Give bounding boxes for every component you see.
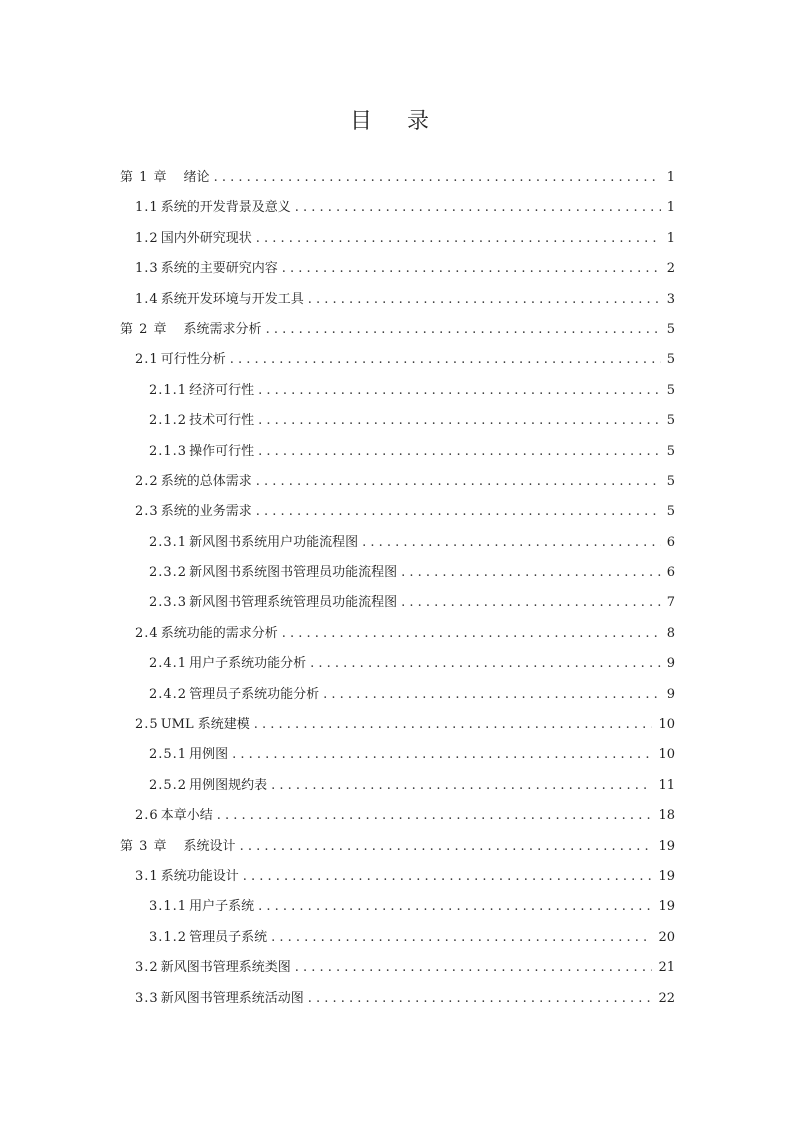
toc-entry-text: 系统的开发背景及意义 [160, 200, 291, 216]
toc-entry-number: 2.1.2 [149, 413, 188, 429]
toc-entry-page: 5 [666, 443, 675, 459]
toc-entry-text: 绪论 [183, 170, 210, 185]
toc-entry-page: 3 [666, 291, 675, 307]
toc-leader-dots [401, 558, 661, 588]
toc-entry-page: 10 [658, 747, 675, 763]
toc-entry-page: 9 [666, 656, 675, 672]
toc-entry-number: 2.2 [135, 473, 159, 489]
toc-entry-2-6[interactable] [120, 801, 675, 831]
toc-entry-text: 用户子系统功能分析 [189, 656, 307, 672]
toc-entry-page: 5 [666, 413, 675, 429]
toc-entry-text: 技术可行性 [189, 413, 255, 429]
toc-entry-text: 管理员子系统 [189, 929, 268, 945]
toc-entry-2-5-1[interactable] [120, 740, 675, 770]
toc-entry-page: 19 [658, 899, 675, 915]
toc-entry-text: 系统开发环境与开发工具 [160, 291, 304, 307]
toc-entry-page: 9 [666, 686, 675, 702]
toc-entry-2-5-2[interactable] [120, 771, 675, 801]
toc-leader-dots [240, 832, 653, 862]
toc-entry-page: 1 [666, 200, 675, 216]
toc-entry-number: 2.4.1 [149, 656, 188, 672]
toc-entry-number: 2.3 [135, 504, 159, 520]
toc-entry-number: 3.2 [135, 960, 159, 976]
toc-leader-dots [258, 892, 652, 922]
toc-entry-2-3-3[interactable] [120, 588, 675, 618]
toc-entry-text: 操作可行性 [189, 443, 255, 459]
toc-entry-3-1-2[interactable] [120, 923, 675, 953]
toc-entry-number: 3.1.2 [149, 929, 188, 945]
toc-entry-page: 8 [666, 625, 675, 641]
toc-entry-number: 2.3.1 [149, 534, 188, 550]
toc-entry-text: 用户子系统 [189, 899, 255, 915]
toc-entry-chapter-1[interactable] [120, 163, 675, 193]
toc-entry-text: 系统需求分析 [183, 321, 262, 337]
toc-entry-page: 5 [666, 473, 675, 489]
toc-entry-number: 2.4.2 [149, 686, 188, 702]
toc-entry-1-2[interactable] [120, 224, 675, 254]
toc-leader-dots [230, 345, 661, 375]
toc-leader-dots [256, 467, 661, 497]
toc-entry-text: 本章小结 [160, 808, 213, 824]
toc-leader-dots [282, 619, 661, 649]
toc-entry-number: 第 1 章 [120, 170, 168, 185]
toc-leader-dots [308, 984, 653, 1014]
toc-leader-dots [295, 193, 661, 223]
toc-leader-dots [323, 680, 661, 710]
toc-entry-2-1-3[interactable] [120, 437, 675, 467]
toc-entry-text: 新风图书系统用户功能流程图 [189, 534, 359, 550]
toc-entry-number: 2.1 [135, 352, 159, 368]
toc-entry-text: 国内外研究现状 [160, 230, 252, 246]
toc-entry-text: 用例图 [189, 747, 229, 763]
toc-title: 目 录 [350, 109, 443, 134]
toc-entry-2-3-2[interactable] [120, 558, 675, 588]
toc-entry-3-2[interactable] [120, 953, 675, 983]
toc-entry-number: 2.5 [135, 717, 159, 733]
toc-entry-number: 2.3.2 [149, 565, 188, 581]
toc-entry-2-3[interactable] [120, 497, 675, 527]
toc-entry-text: 系统的业务需求 [160, 504, 252, 520]
toc-entry-3-1-1[interactable] [120, 892, 675, 922]
toc-entry-number: 2.1.1 [149, 382, 188, 398]
toc-leader-dots [232, 740, 652, 770]
toc-leader-dots [256, 224, 661, 254]
toc-entry-page: 6 [666, 565, 675, 581]
toc-entry-1-4[interactable] [120, 285, 675, 315]
toc-entry-text: 系统的主要研究内容 [160, 261, 278, 277]
toc-entry-text: 系统的总体需求 [160, 473, 252, 489]
toc-leader-dots [266, 315, 661, 345]
toc-entry-text: 新风图书管理系统活动图 [160, 990, 304, 1006]
toc-entry-number: 1.2 [135, 230, 159, 246]
toc-leader-dots [295, 953, 653, 983]
toc-entry-number: 第 2 章 [120, 321, 168, 337]
toc-entry-text: 系统功能的需求分析 [160, 625, 278, 641]
toc-entry-1-3[interactable] [120, 254, 675, 284]
table-of-contents [120, 163, 675, 1014]
toc-leader-dots [282, 254, 661, 284]
toc-entry-page: 20 [658, 929, 675, 945]
toc-entry-text: 新风图书管理系统管理员功能流程图 [189, 595, 398, 611]
toc-entry-text: 新风图书管理系统类图 [160, 960, 291, 976]
toc-entry-page: 19 [658, 868, 675, 884]
toc-leader-dots [214, 163, 661, 193]
toc-entry-number: 2.3.3 [149, 595, 188, 611]
toc-entry-2-4-2[interactable] [120, 680, 675, 710]
toc-entry-number: 1.1 [135, 200, 159, 216]
toc-entry-2-4-1[interactable] [120, 649, 675, 679]
toc-leader-dots [217, 801, 653, 831]
toc-leader-dots [362, 528, 661, 558]
toc-entry-page: 22 [658, 990, 675, 1006]
toc-leader-dots [310, 649, 661, 679]
toc-entry-number: 2.5.2 [149, 777, 188, 793]
toc-leader-dots [308, 285, 661, 315]
toc-entry-chapter-2[interactable] [120, 315, 675, 345]
toc-entry-page: 5 [666, 321, 675, 337]
toc-entry-number: 第 3 章 [120, 838, 168, 854]
toc-entry-number: 2.5.1 [149, 747, 188, 763]
toc-entry-page: 5 [666, 352, 675, 368]
toc-leader-dots [254, 710, 653, 740]
toc-leader-dots [271, 771, 652, 801]
toc-leader-dots [271, 923, 652, 953]
toc-entry-number: 3.1.1 [149, 899, 188, 915]
toc-entry-text: 管理员子系统功能分析 [189, 686, 320, 702]
toc-entry-page: 18 [658, 808, 675, 824]
toc-entry-page: 7 [666, 595, 675, 611]
toc-leader-dots [258, 406, 661, 436]
toc-entry-1-1[interactable] [120, 193, 675, 223]
toc-entry-page: 10 [658, 717, 675, 733]
toc-entry-2-1[interactable] [120, 345, 675, 375]
toc-entry-page: 1 [666, 170, 675, 185]
toc-entry-2-3-1[interactable] [120, 528, 675, 558]
toc-entry-number: 2.6 [135, 808, 159, 824]
toc-entry-number: 2.1.3 [149, 443, 188, 459]
toc-entry-2-1-1[interactable] [120, 376, 675, 406]
toc-entry-page: 1 [666, 230, 675, 246]
toc-entry-2-5[interactable] [120, 710, 675, 740]
toc-entry-number: 1.4 [135, 291, 159, 307]
toc-entry-page: 6 [666, 534, 675, 550]
toc-leader-dots [256, 497, 661, 527]
toc-entry-page: 5 [666, 504, 675, 520]
toc-entry-text: 可行性分析 [160, 352, 226, 368]
toc-entry-chapter-3[interactable] [120, 832, 675, 862]
toc-entry-number: 3.1 [135, 868, 159, 884]
toc-leader-dots [258, 376, 661, 406]
toc-entry-2-1-2[interactable] [120, 406, 675, 436]
toc-entry-page: 19 [658, 838, 675, 854]
toc-entry-text: 系统功能设计 [160, 868, 239, 884]
toc-leader-dots [401, 588, 661, 618]
toc-entry-text: UML 系统建模 [160, 717, 250, 733]
toc-entry-text: 用例图规约表 [189, 777, 268, 793]
toc-entry-3-3[interactable] [120, 984, 675, 1014]
toc-entry-2-4[interactable] [120, 619, 675, 649]
toc-entry-text: 系统设计 [183, 838, 236, 854]
toc-entry-page: 21 [658, 960, 675, 976]
toc-entry-2-2[interactable] [120, 467, 675, 497]
toc-entry-3-1[interactable] [120, 862, 675, 892]
toc-leader-dots [243, 862, 653, 892]
toc-entry-number: 1.3 [135, 261, 159, 277]
toc-entry-number: 2.4 [135, 625, 159, 641]
toc-entry-text: 新风图书系统图书管理员功能流程图 [189, 565, 398, 581]
toc-entry-page: 11 [658, 777, 675, 793]
toc-leader-dots [258, 437, 661, 467]
toc-entry-page: 5 [666, 382, 675, 398]
toc-entry-page: 2 [666, 261, 675, 277]
toc-entry-number: 3.3 [135, 990, 159, 1006]
toc-entry-text: 经济可行性 [189, 382, 255, 398]
